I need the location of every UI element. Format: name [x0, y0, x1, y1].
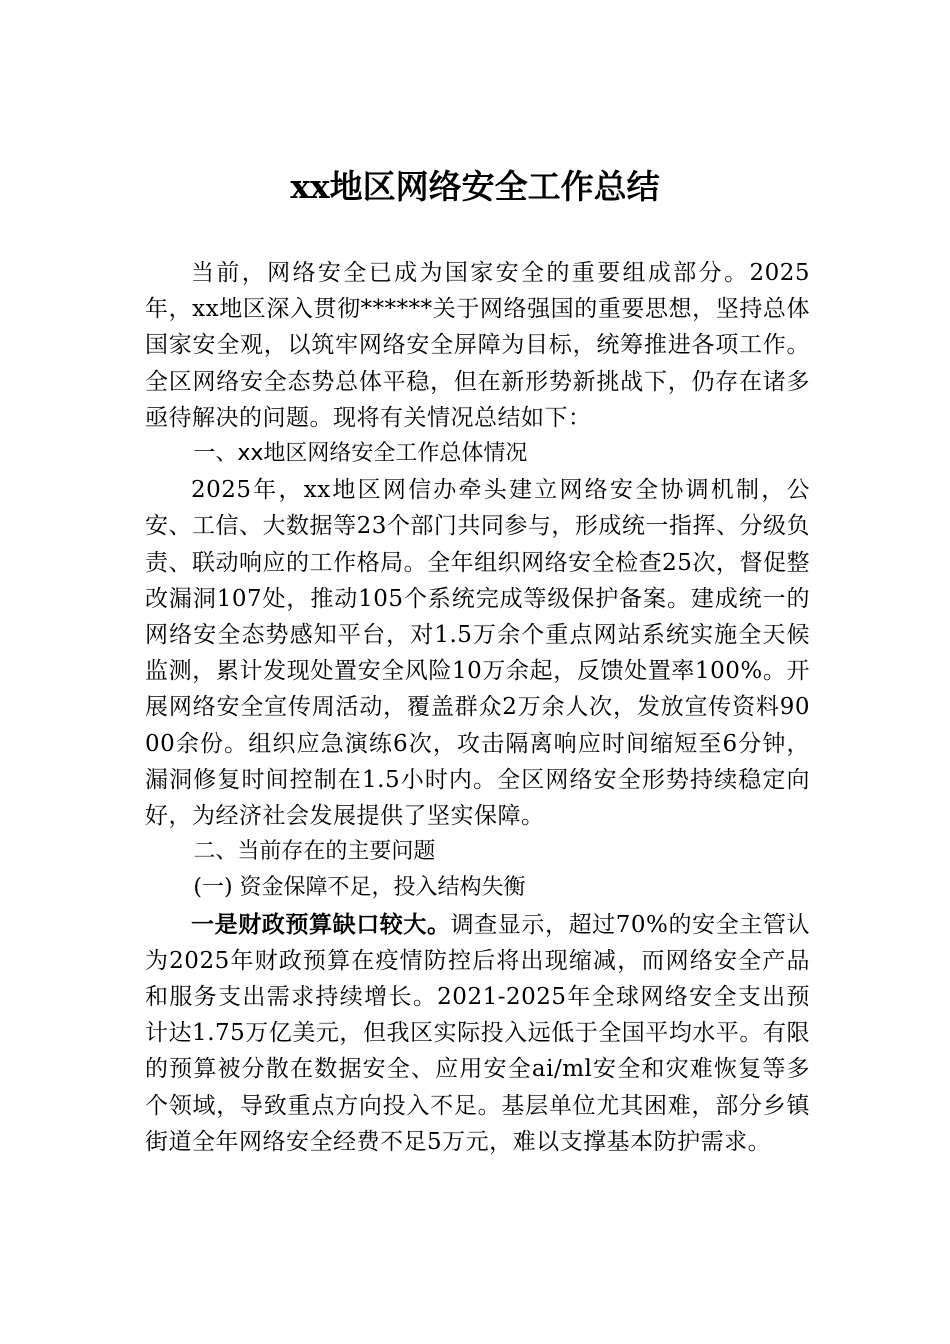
intro-paragraph: 当前，网络安全已成为国家安全的重要组成部分。2025年，xx地区深入贯彻******关于网络强国的重要思想，坚持总体国家安全观，以筑牢网络安全屏障为目标，统筹推进各项工作。全区网络安全态势总体平稳，但在新形势新挑战下，仍存在诸多亟待解决的问题。现将有关情况总结如下： [145, 260, 810, 431]
section-1-heading: 一、xx地区网络安全工作总体情况 [193, 441, 528, 467]
document-title: xx地区网络安全工作总结 [290, 167, 660, 206]
document-body [145, 255, 810, 1160]
section-2-heading: 二、当前存在的主要问题 [193, 839, 436, 865]
subsection-1-body: 调查显示，超过70%的安全主管认为2025年财政预算在疫情防控后将出现缩减，而网络安全产品和服务支出需求持续增长。2021-2025年全球网络安全支出预计达1.75万亿美元，但我区实际投入远低于全国平均水平。有限的预算被分散在数据安全、应用安全ai/ml安全和灾难恢复等多个领域，导致重点方向投入不足。基层单位尤其困难，部分乡镇街道全年网络安全经费不足5万元，难以支撑基本防护需求。 [145, 911, 811, 1155]
section-1-paragraph: 2025年，xx地区网信办牵头建立网络安全协调机制，公安、工信、大数据等23个部门共同参与，形成统一指挥、分级负责、联动响应的工作格局。全年组织网络安全检查25次，督促整改漏洞107处，推动105个系统完成等级保护备案。建成统一的网络安全态势感知平台，对1.5万余个重点网站系统实施全天候监测，累计发现处置安全风险10万余起，反馈处置率100%。开展网络安全宣传周活动，覆盖群众2万余人次，发放宣传资料9000余份。组织应急演练6次，攻击隔离响应时间缩短至6分钟，漏洞修复时间控制在1.5小时内。全区网络安全形势持续稳定向好，为经济社会发展提供了坚实保障。 [145, 477, 810, 830]
subsection-1-lead: 一是财政预算缺口较大。 [191, 910, 451, 938]
subsection-1-paragraph [145, 907, 810, 1160]
subsection-1-heading: (一) 资金保障不足，投入结构失衡 [193, 875, 526, 901]
